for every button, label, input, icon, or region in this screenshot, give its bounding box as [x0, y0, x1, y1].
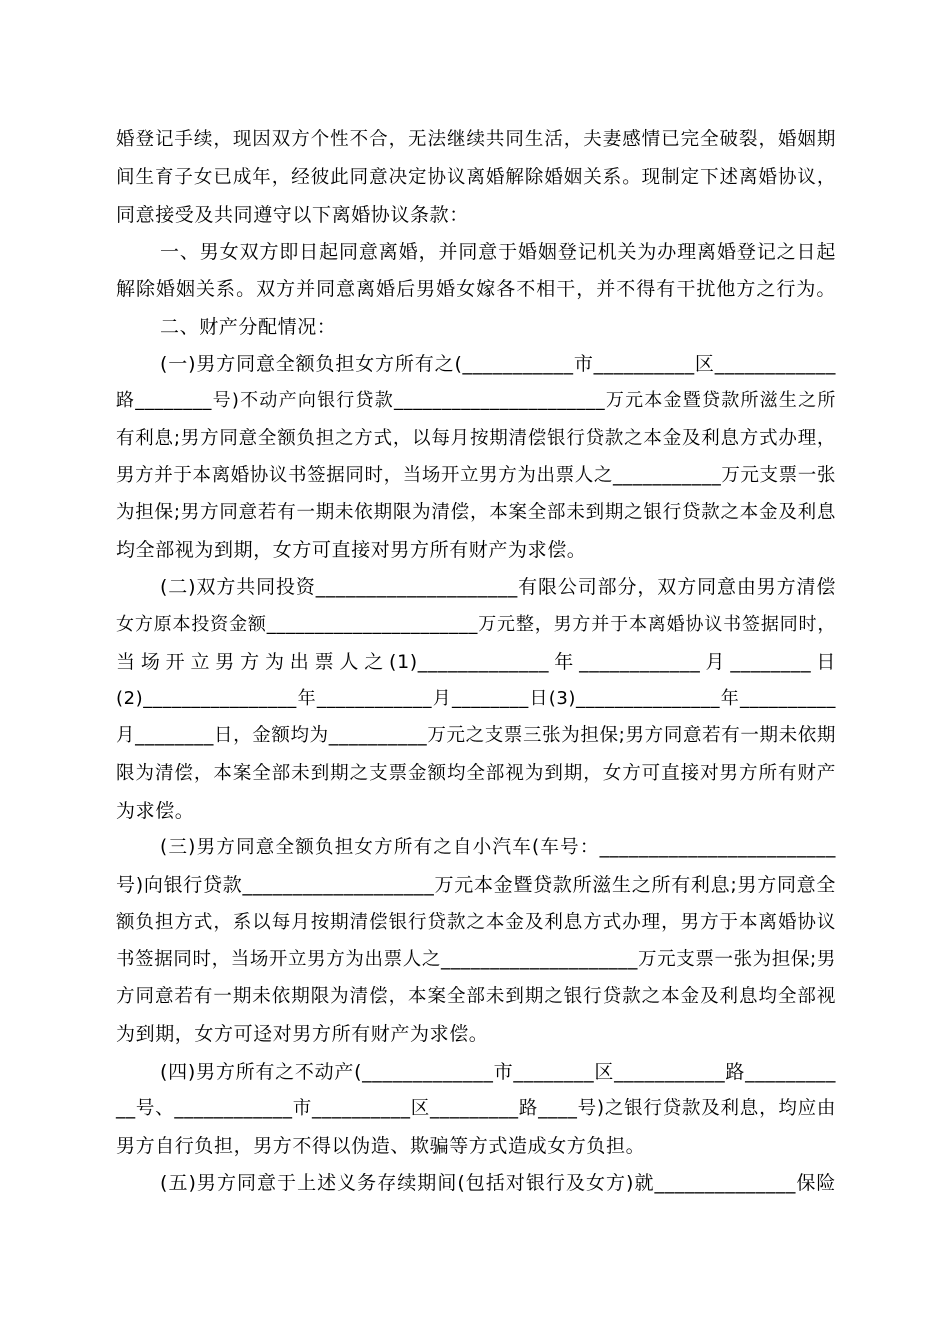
item-four-line: (四)男方所有之不动产(_____________市________区___________路_________	[160, 1061, 836, 1083]
item-five-line: (五)男方同意于上述义务存续期间(包括对银行及女方)就______________保险	[160, 1172, 836, 1194]
paragraph-line: 方同意若有一期未依期限为清偿，本案全部未到期之银行贷款之本金及利息均全部视	[116, 986, 836, 1007]
clause-two-heading: 二、财产分配情况：	[160, 316, 337, 338]
item-one-line: (一)男方同意全额负担女方所有之(___________市__________区____________	[160, 353, 836, 375]
paragraph-line: 月________日，金额均为__________万元之支票三张为担保;男方同意若有一期未依期	[116, 725, 836, 746]
paragraph-line: 号)向银行贷款___________________万元本金暨贷款所滋生之所有利息;男方同意全	[116, 874, 836, 896]
paragraph-line: 当场开立男方为出票人之(1)_____________年____________月________日	[116, 651, 836, 673]
paragraph-line: 婚登记手续，现因双方个性不合，无法继续共同生活，夫妻感情已完全破裂，婚姻期	[116, 129, 836, 150]
clause-one-heading: 一、男女双方即日起同意离婚，并同意于婚姻登记机关为办理离婚登记之日起	[160, 241, 836, 263]
paragraph-line: 为求偿。	[116, 800, 195, 822]
paragraph-line: 男方自行负担，男方不得以伪造、欺骗等方式造成女方负担。	[116, 1135, 646, 1157]
paragraph-line: 为担保;男方同意若有一期未依期限为清偿，本案全部未到期之银行贷款之本金及利息	[116, 502, 836, 523]
paragraph-line: (2)________________年____________月________日(3)_______________年__________	[116, 688, 836, 709]
paragraph-line: 有利息;男方同意全额负担之方式，以每月按期清偿银行贷款之本金及利息方式办理，	[116, 428, 836, 449]
item-two-line: (二)双方共同投资____________________有限公司部分，双方同意由男方清偿	[160, 576, 836, 598]
paragraph-line: 均全部视为到期，女方可直接对男方所有财产为求偿。	[116, 539, 587, 561]
paragraph-line: 书签据同时，当场开立男方为出票人之____________________万元支票一张为担保;男	[116, 949, 836, 970]
paragraph-line: 同意接受及共同遵守以下离婚协议条款：	[116, 204, 469, 226]
paragraph-line: 额负担方式，系以每月按期清偿银行贷款之本金及利息方式办理，男方于本离婚协议	[116, 912, 836, 933]
item-three-line: (三)男方同意全额负担女方所有之自小汽车(车号：________________________	[160, 837, 836, 858]
paragraph-line: 男方并于本离婚协议书签据同时，当场开立男方为出票人之___________万元支票一张	[116, 465, 836, 486]
paragraph-line: 解除婚姻关系。双方并同意离婚后男婚女嫁各不相干，并不得有干扰他方之行为。	[116, 278, 836, 300]
paragraph-line: 路________号)不动产向银行贷款______________________万元本金暨贷款所滋生之所	[116, 390, 836, 411]
paragraph-line: 为到期，女方可迳对男方所有财产为求偿。	[116, 1023, 489, 1045]
paragraph-line: 限为清偿，本案全部未到期之支票金额均全部视为到期，女方可直接对男方所有财产	[116, 763, 836, 784]
paragraph-line: 女方原本投资金额______________________万元整，男方并于本离婚协议书签据同时，	[116, 614, 836, 635]
paragraph-line: 间生育子女已成年，经彼此同意决定协议离婚解除婚姻关系。现制定下述离婚协议，	[116, 167, 836, 188]
paragraph-line: __号、____________市__________区_________路____号)之银行贷款及利息，均应由	[116, 1098, 836, 1119]
